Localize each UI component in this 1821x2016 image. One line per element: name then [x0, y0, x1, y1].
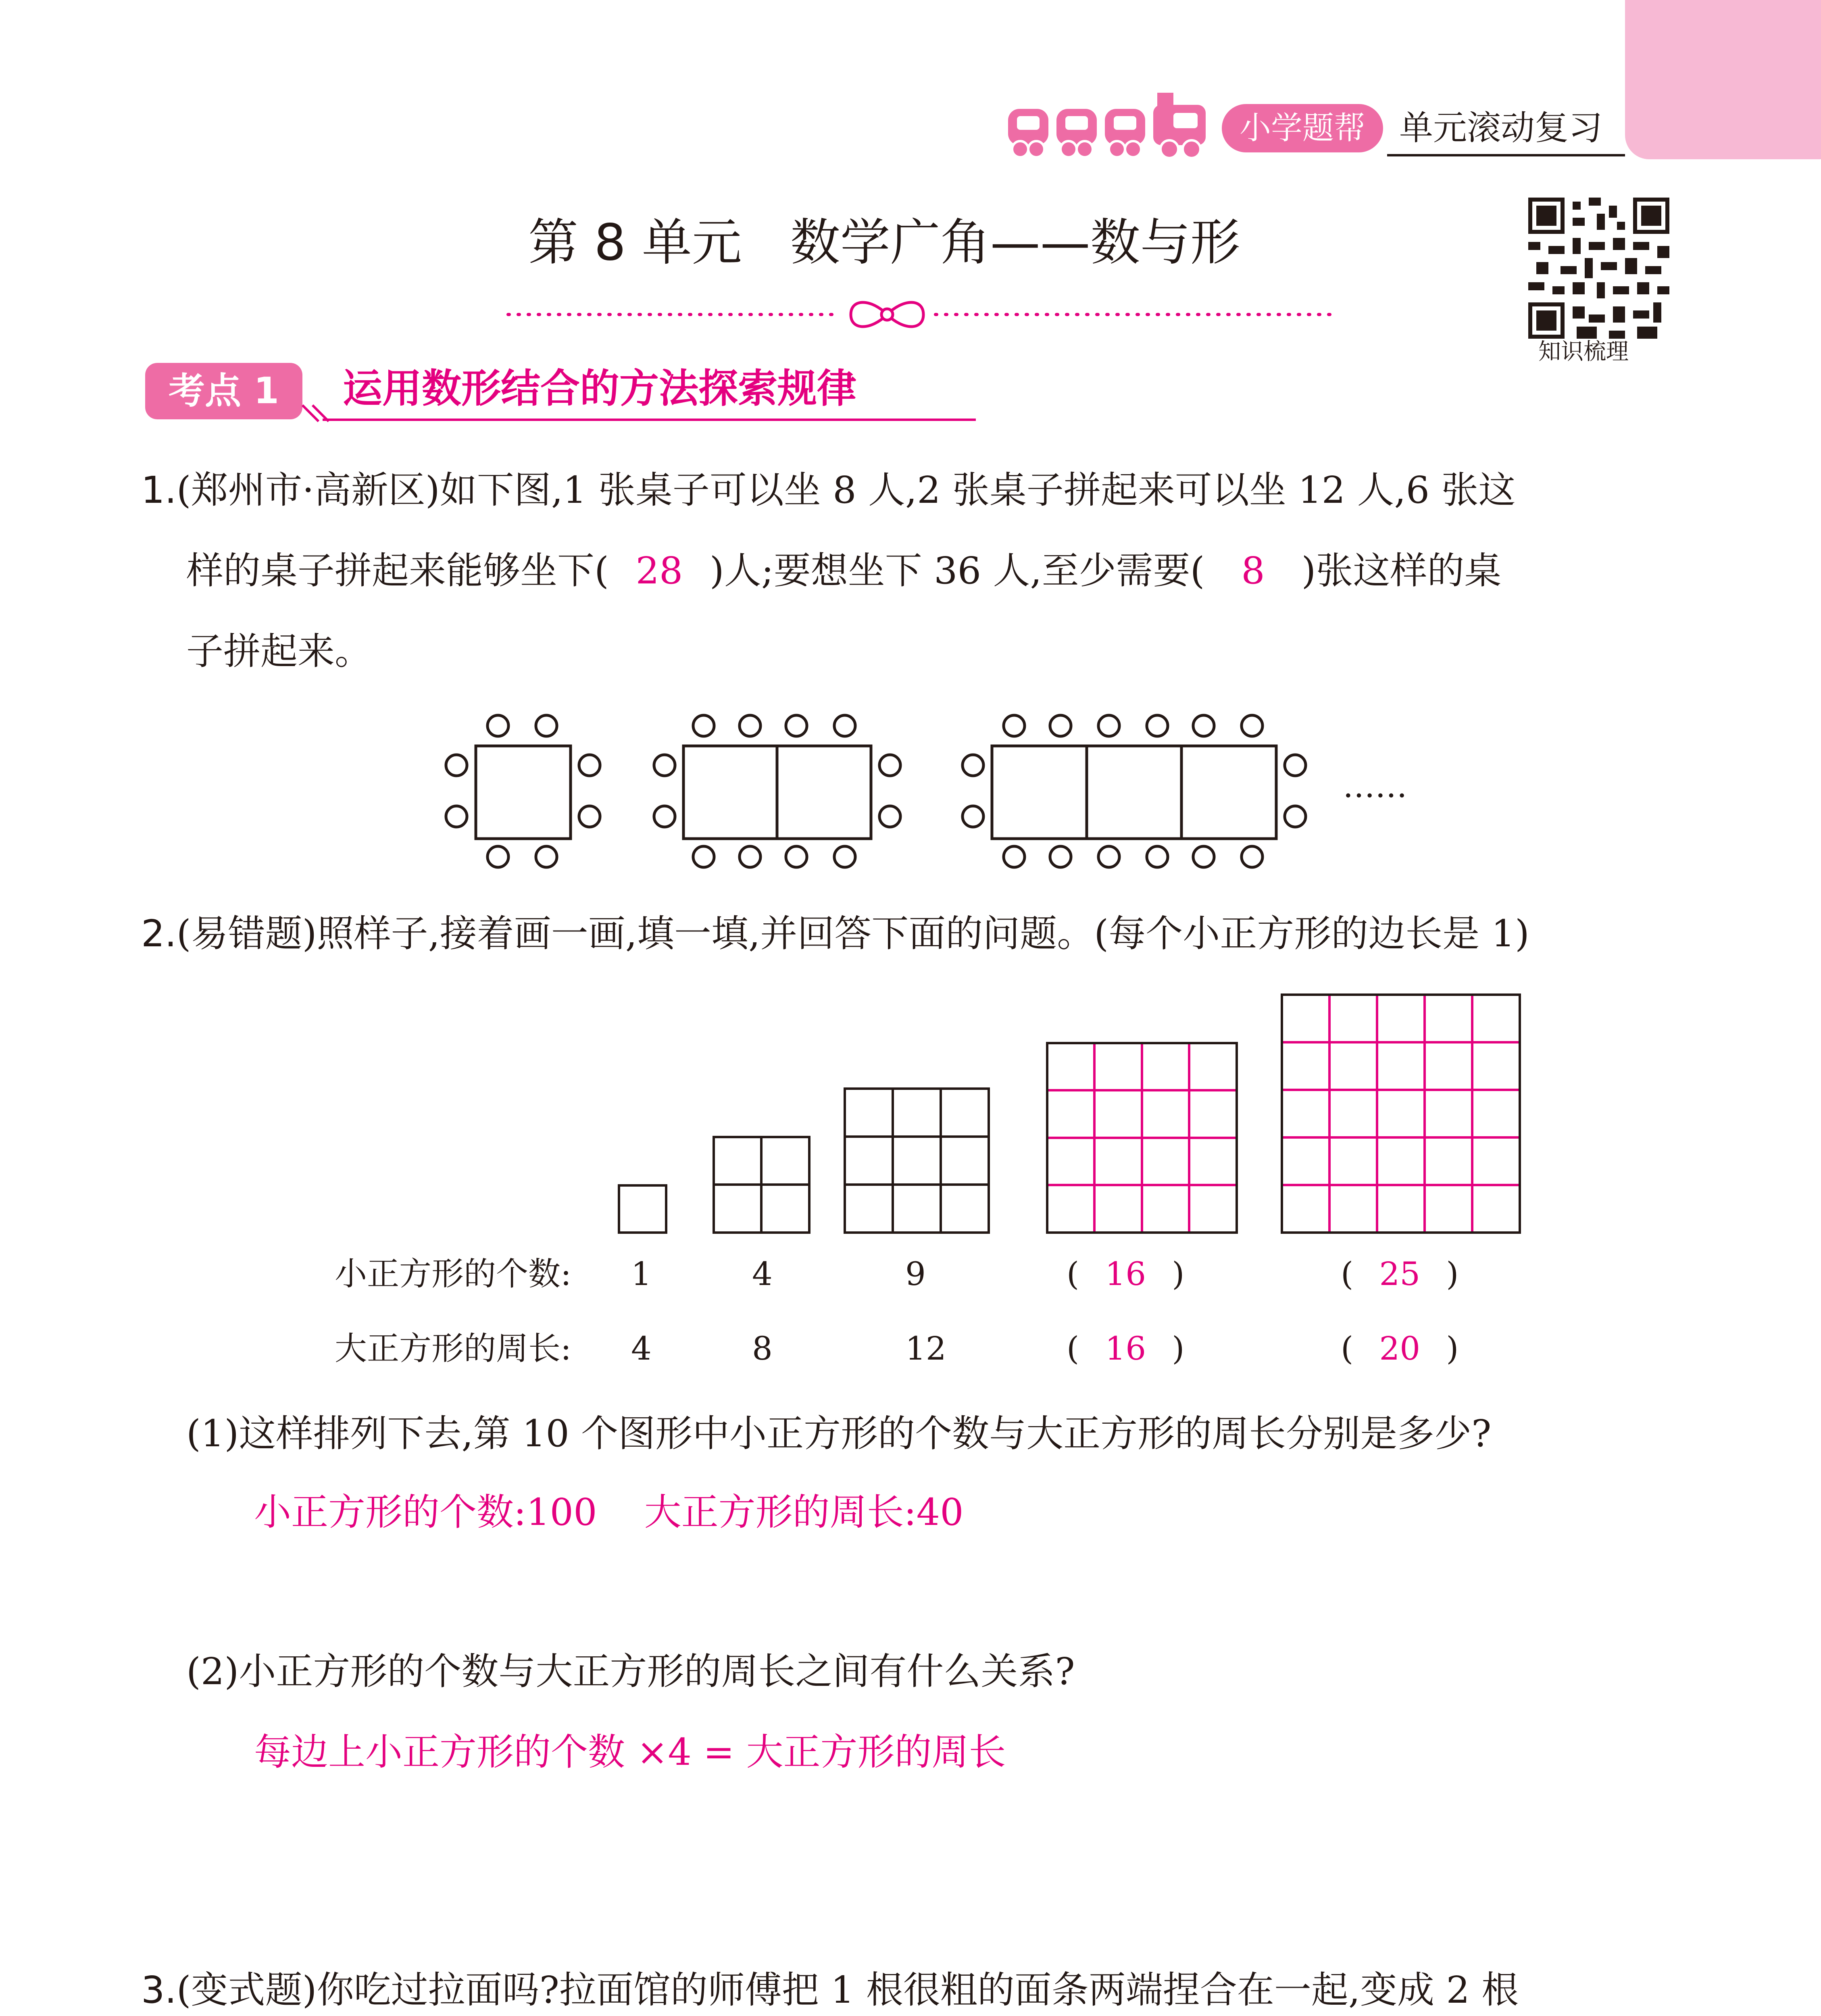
q2-perimeter-2: 8 [752, 1330, 773, 1367]
q1-line3: 子拼起来。 [186, 630, 372, 673]
q2-count-2: 4 [752, 1255, 773, 1293]
qr-caption: 知识梳理 [1538, 339, 1629, 365]
q3-number: 3. [141, 1968, 177, 2012]
paren-close: ) [1446, 1255, 1459, 1293]
q2-count-4: 16 [1105, 1255, 1146, 1293]
q1-number: 1. [141, 469, 177, 512]
paren-close: ) [1446, 1330, 1459, 1367]
q2-count-1: 1 [631, 1255, 652, 1293]
paren-open: ( [1067, 1255, 1079, 1293]
q2-text: (易错题)照样子,接着画一画,填一填,并回答下面的问题。(每个小正方形的边长是 1) [176, 912, 1529, 955]
paren-close: ) [1172, 1255, 1185, 1293]
q2-perimeter-3: 12 [905, 1330, 946, 1367]
q2-count-5: 25 [1379, 1255, 1421, 1293]
q3-text-1: (变式题)你吃过拉面吗?拉面馆的师傅把 1 根很粗的面条两端捏合在一起,变成 2 根 [176, 1968, 1519, 2012]
q1-text-2b: )人;要想坐下 36 人,至少需要( [709, 549, 1205, 592]
paren-open: ( [1067, 1330, 1079, 1367]
q1-ellipsis: …… [1343, 767, 1407, 805]
q1-answer-1: 28 [635, 549, 683, 592]
q2-row2-label: 大正方形的周长: [335, 1330, 571, 1367]
kaodian-badge-label: 考点 1 [169, 370, 279, 412]
q2-sub2-question: (2)小正方形的个数与大正方形的周长之间有什么关系? [186, 1650, 1075, 1693]
q1-text-2a: 样的桌子拼起来能够坐下( [186, 549, 609, 592]
q2-count-3: 9 [905, 1255, 926, 1293]
q2-number: 2. [141, 912, 177, 955]
title-name: 数学广角——数与形 [790, 214, 1240, 272]
kaodian-text: 运用数形结合的方法探索规律 [343, 366, 857, 412]
q2-sub2-answer: 每边上小正方形的个数 ×4 = 大正方形的周长 [254, 1731, 1006, 1774]
section-label: 单元滚动复习 [1399, 108, 1603, 148]
paren-open: ( [1341, 1330, 1354, 1367]
q2-sub1-answer: 小正方形的个数:100 大正方形的周长:40 [254, 1491, 964, 1534]
q2-row1-label: 小正方形的个数: [335, 1255, 571, 1293]
q1-text-1: (郑州市·高新区)如下图,1 张桌子可以坐 8 人,2 张桌子拼起来可以坐 12 人,6 张这 [176, 469, 1516, 512]
q2-perimeter-5: 20 [1379, 1330, 1421, 1367]
q1-text-2c: )张这样的桌 [1301, 549, 1502, 592]
q2-sub1-question: (1)这样排列下去,第 10 个图形中小正方形的个数与大正方形的周长分别是多少? [186, 1412, 1492, 1455]
q2-perimeter-1: 4 [631, 1330, 652, 1367]
q1-answer-2: 8 [1241, 549, 1265, 592]
brand-label: 小学题帮 [1239, 110, 1365, 146]
paren-close: ) [1172, 1330, 1185, 1367]
paren-open: ( [1341, 1255, 1354, 1293]
title-unit: 第 8 单元 [528, 214, 742, 272]
q2-perimeter-4: 16 [1105, 1330, 1146, 1367]
